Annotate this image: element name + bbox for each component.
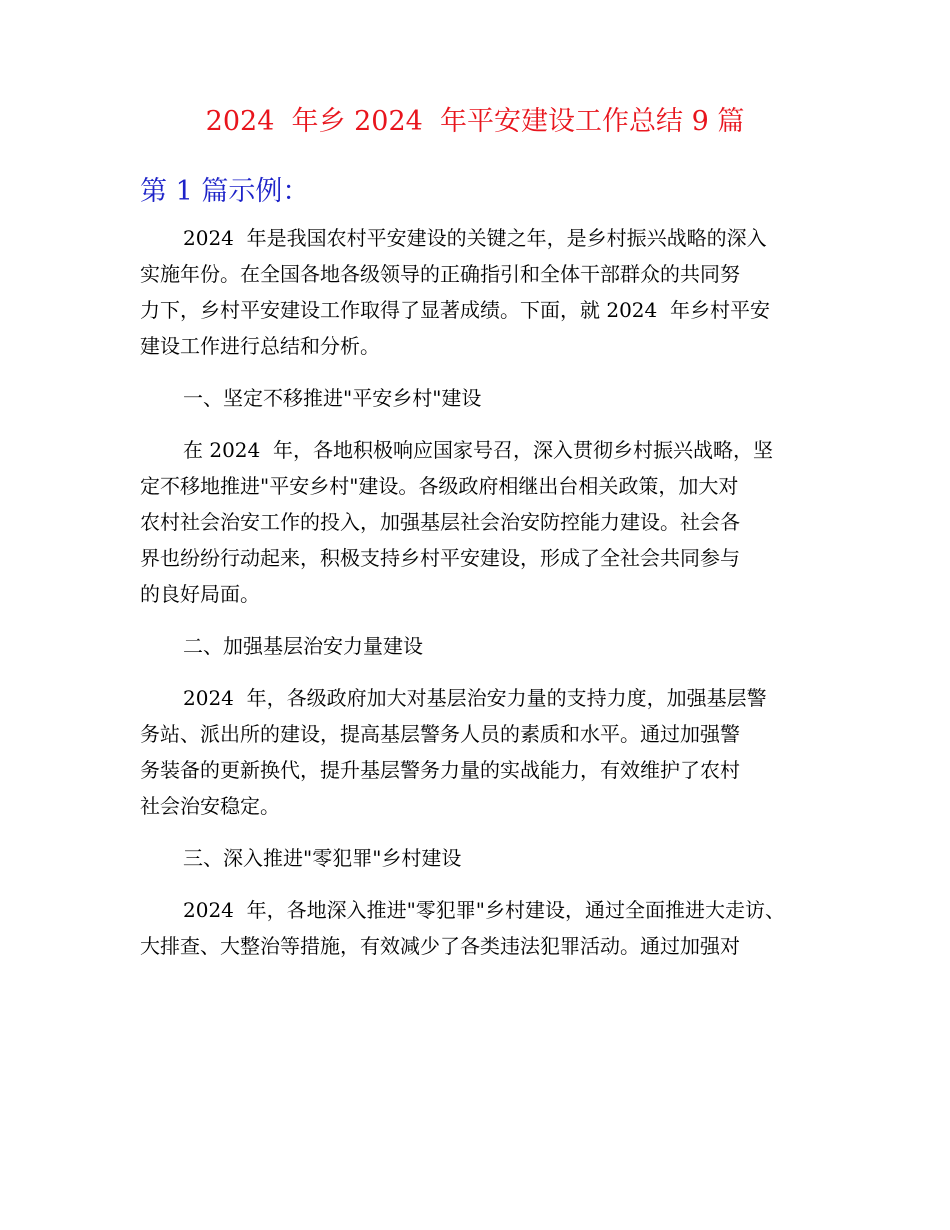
section-heading: 第 1 篇示例：	[140, 176, 310, 207]
paragraph	[140, 680, 840, 824]
text-line: 二、加强基层治安力量建设	[183, 634, 423, 658]
text-line: 2024 年，各地深入推进"零犯罪"乡村建设，通过全面推进大走访、	[183, 898, 786, 922]
text-line: 大排查、大整治等措施，有效减少了各类违法犯罪活动。通过加强对	[140, 934, 740, 958]
document-title: 2024 年乡 2024 年平安建设工作总结 9 篇	[205, 106, 745, 137]
paragraph	[140, 432, 840, 612]
text-line: 务装备的更新换代，提升基层警务力量的实战能力，有效维护了农村	[140, 758, 740, 782]
text-line: 社会治安稳定。	[140, 794, 280, 818]
text-line: 在 2024 年，各地积极响应国家号召，深入贯彻乡村振兴战略，坚	[183, 438, 773, 462]
text-line: 建设工作进行总结和分析。	[140, 334, 380, 358]
text-line: 2024 年是我国农村平安建设的关键之年，是乡村振兴战略的深入	[183, 226, 767, 250]
text-line: 实施年份。在全国各地各级领导的正确指引和全体干部群众的共同努	[140, 262, 740, 286]
text-line: 三、深入推进"零犯罪"乡村建设	[183, 846, 462, 870]
document-body	[140, 220, 840, 980]
text-line: 2024 年，各级政府加大对基层治安力量的支持力度，加强基层警	[183, 686, 767, 710]
text-line: 力下，乡村平安建设工作取得了显著成绩。下面，就 2024 年乡村平安	[140, 298, 770, 322]
section-heading-1	[140, 380, 840, 416]
text-line: 一、坚定不移推进"平安乡村"建设	[183, 386, 482, 410]
text-line: 定不移地推进"平安乡村"建设。各级政府相继出台相关政策，加大对	[140, 474, 739, 498]
text-line: 农村社会治安工作的投入，加强基层社会治安防控能力建设。社会各	[140, 510, 740, 534]
paragraph	[140, 220, 840, 364]
paragraph	[140, 892, 840, 964]
section-heading-3	[140, 840, 840, 876]
text-line: 界也纷纷行动起来，积极支持乡村平安建设，形成了全社会共同参与	[140, 546, 740, 570]
text-line: 务站、派出所的建设，提高基层警务人员的素质和水平。通过加强警	[140, 722, 740, 746]
section-heading-2	[140, 628, 840, 664]
text-line: 的良好局面。	[140, 582, 260, 606]
